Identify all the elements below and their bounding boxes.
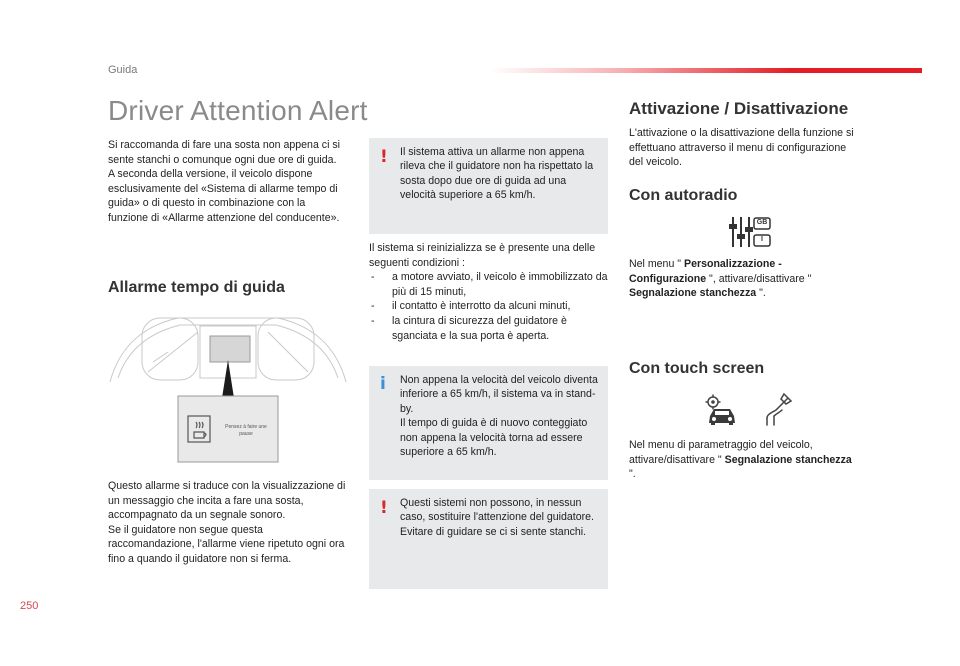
alarm-paragraph-1: Questo allarme si traduce con la visualizzazione di un messaggio che incita a fare una sosta, accompagnato da un segnale sonoro. xyxy=(108,480,346,522)
radio-text: Nel menu " xyxy=(629,258,684,270)
list-item: - la cintura di sicurezza del guidatore è sganciata e la sua porta è aperta. xyxy=(369,314,608,343)
display-message: Pensez à faire une pause xyxy=(225,424,267,437)
settings-sliders-icon xyxy=(727,214,773,250)
page-title: Driver Attention Alert xyxy=(108,95,368,126)
instrument-cluster-diagram xyxy=(108,312,348,472)
info-box xyxy=(369,366,608,480)
reset-conditions xyxy=(369,241,608,343)
touch-heading: Con touch screen xyxy=(629,360,765,377)
info-text: Non appena la velocità del veicolo diventa inferiore a 65 km/h, il sistema va in stand-by. Il tempo di guida è di nuovo conteggiato non appena la velocità torna ad essere superiore a 65 km/h. xyxy=(400,374,598,459)
exclamation-icon: ! xyxy=(380,147,388,167)
activation-text: L'attivazione o la disattivazione della funzione si effettuano attraverso il menu di configurazione del veicolo. xyxy=(629,127,854,169)
car-settings-icon xyxy=(704,394,738,426)
touch-instructions xyxy=(629,438,854,482)
touch-text: ". xyxy=(629,468,636,481)
language-badge-i: I xyxy=(761,236,763,243)
radio-instructions xyxy=(629,257,854,301)
exclamation-icon: ! xyxy=(380,498,388,518)
warning-box-2 xyxy=(369,489,608,589)
alarm-paragraph-2: Se il guidatore non segue questa raccomandazione, l'allarme viene ripetuto ogni ora fino a quando il guidatore non si ferma. xyxy=(108,523,345,565)
warning-text-2: Questi sistemi non possono, in nessun caso, sostituire l'attenzione del guidatore. Evitare di guidare se ci si sente stanchi. xyxy=(400,497,595,538)
reset-intro: Il sistema si reinizializza se è presente una delle seguenti condizioni : xyxy=(369,242,596,269)
touch-text: Nel menu di parametraggio del veicolo, attivare/disattivare " xyxy=(629,439,813,466)
warning-text-1: Il sistema attiva un allarme non appena rileva che il guidatore non ha rispettato la sosta dopo due ore di guida ad una velocità superiore a 65 km/h. xyxy=(400,146,594,202)
radio-menu-name: Personalizzazione - Configurazione xyxy=(629,258,782,285)
intro-paragraph-1: Si raccomanda di fare una sosta non appena ci si sente stanchi o comunque ogni due ore di guida. xyxy=(108,139,341,166)
list-item: - a motore avviato, il veicolo è immobilizzato da più di 15 minuti, xyxy=(369,270,608,299)
language-badge-gb: GB xyxy=(756,219,768,226)
warning-box-1 xyxy=(369,138,608,234)
intro-text xyxy=(108,138,348,226)
section-label: Guida xyxy=(108,64,138,76)
alarm-text xyxy=(108,479,348,567)
intro-paragraph-2: A seconda della versione, il veicolo dispone esclusivamente del «Sistema di allarme tempo di guida» o di questo in combinazione con la funzione di «Allarme attenzione del conducente». xyxy=(108,168,340,224)
info-icon: i xyxy=(380,374,386,394)
header-divider xyxy=(490,68,922,73)
radio-text: ". xyxy=(756,287,766,300)
conditions-list xyxy=(369,270,608,343)
radio-text: ", attivare/disattivare " xyxy=(706,272,812,285)
radio-option-name: Segnalazione stanchezza xyxy=(629,287,757,300)
radio-heading: Con autoradio xyxy=(629,187,738,204)
dashboard-illustration xyxy=(108,312,348,472)
page-number: 250 xyxy=(20,600,39,612)
activation-heading: Attivazione / Disattivazione xyxy=(629,99,849,118)
touch-tool-icon xyxy=(764,392,794,426)
list-item: - il contatto è interrotto da alcuni minuti, xyxy=(369,299,608,314)
alarm-heading: Allarme tempo di guida xyxy=(108,279,285,296)
touch-option-name: Segnalazione stanchezza xyxy=(724,453,852,466)
